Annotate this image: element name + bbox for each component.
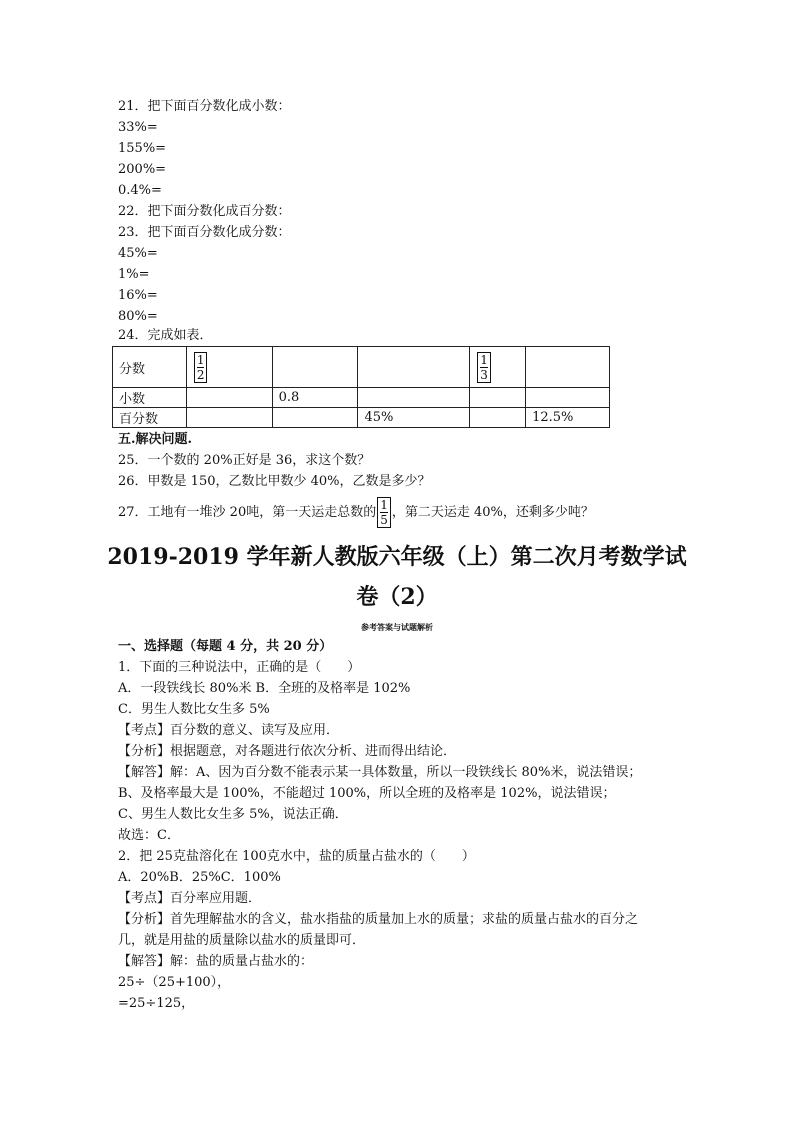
row-label-fraction: 分数 bbox=[113, 347, 187, 388]
q23-item-4: 80%= bbox=[118, 309, 158, 324]
question-25: 25．一个数的 20%正好是 36，求这个数？ bbox=[118, 453, 371, 468]
table-cell bbox=[272, 347, 358, 388]
paper-title-line-1: 2019-2019 学年新人教版六年级（上）第二次月考数学试 bbox=[107, 544, 687, 570]
q21-item-4: 0.4%= bbox=[118, 183, 162, 198]
table-cell bbox=[186, 388, 272, 408]
table-cell bbox=[470, 347, 526, 388]
table-row bbox=[113, 388, 610, 408]
table-cell bbox=[186, 408, 272, 428]
table-cell: 45% bbox=[358, 408, 470, 428]
a2-step-1: 25÷（25+100）， bbox=[118, 975, 231, 990]
table-cell bbox=[526, 388, 610, 408]
a1-question: 1．下面的三种说法中，正确的是（ ） bbox=[118, 660, 361, 675]
a1-jieda-1: 【解答】解：A、因为百分数不能表示某一具体数量，所以一段铁线长 80%米，说法错误； bbox=[118, 765, 642, 780]
answers-heading: 参考答案与试题解析 bbox=[361, 622, 433, 632]
q23-item-3: 16%= bbox=[118, 288, 158, 303]
a2-kaodian: 【考点】百分率应用题． bbox=[118, 891, 262, 906]
q21-title: 21．把下面百分数化成小数： bbox=[118, 99, 291, 114]
table-cell bbox=[470, 388, 526, 408]
section-5-heading: 五.解决问题. bbox=[118, 432, 193, 447]
paper-title-line-2: 卷（2） bbox=[356, 584, 438, 610]
a2-step-2: =25÷125， bbox=[118, 996, 195, 1011]
q21-item-2: 155%= bbox=[118, 141, 167, 156]
row-label-decimal: 小数 bbox=[113, 388, 187, 408]
row-label-percent: 百分数 bbox=[113, 408, 187, 428]
table-cell bbox=[470, 408, 526, 428]
question-27 bbox=[118, 494, 594, 532]
a1-kaodian: 【考点】百分数的意义、读写及应用． bbox=[118, 723, 340, 738]
table-cell bbox=[272, 408, 358, 428]
a1-option-c: C．男生人数比女生多 5% bbox=[118, 702, 270, 717]
question-27-before: 27．工地有一堆沙 20吨，第一天运走总数的 bbox=[118, 505, 377, 520]
fraction-one-fifth: $\frac{1}{5}$ bbox=[377, 497, 391, 528]
table-cell bbox=[186, 347, 272, 388]
table-row bbox=[113, 408, 610, 428]
q24-title: 24．完成如表． bbox=[118, 328, 213, 343]
question-27-after: ，第二天运走 40%，还剩多少吨？ bbox=[391, 505, 594, 520]
q21-item-3: 200%= bbox=[118, 162, 167, 177]
a1-choice: 故选：C． bbox=[118, 828, 180, 843]
q23-item-1: 45%= bbox=[118, 246, 158, 261]
question-26: 26．甲数是 150，乙数比甲数少 40%，乙数是多少？ bbox=[118, 474, 431, 489]
table-row bbox=[113, 347, 610, 388]
a1-options-ab: A．一段铁线长 80%米 B．全班的及格率是 102% bbox=[118, 681, 411, 696]
q23-title: 23．把下面百分数化成分数： bbox=[118, 225, 291, 240]
conversion-table bbox=[112, 346, 610, 428]
table-cell bbox=[358, 347, 470, 388]
q21-item-1: 33%= bbox=[118, 120, 158, 135]
a2-question: 2．把 25克盐溶化在 100克水中，盐的质量占盐水的（ ） bbox=[118, 849, 475, 864]
section-1-heading: 一、选择题（每题 4 分，共 20 分） bbox=[118, 639, 333, 654]
a2-options: A．20%B．25%C．100% bbox=[118, 870, 281, 885]
a1-jieda-2: B、及格率最大是 100%，不能超过 100%，所以全班的及格率是 102%，说法错误； bbox=[118, 786, 616, 801]
table-cell: 0.8 bbox=[272, 388, 358, 408]
q23-item-2: 1%= bbox=[118, 267, 150, 282]
table-cell bbox=[358, 388, 470, 408]
a1-jieda-3: C、男生人数比女生多 5%，说法正确． bbox=[118, 807, 348, 822]
table-cell bbox=[526, 347, 610, 388]
fraction-one-third: $\frac{1}{3}$ bbox=[477, 352, 491, 383]
q22-title: 22．把下面分数化成百分数： bbox=[118, 204, 291, 219]
fraction-one-half: $\frac{1}{2}$ bbox=[194, 352, 208, 383]
a2-fenxi-2: 几，就是用盐的质量除以盐水的质量即可． bbox=[118, 933, 366, 948]
a2-jieda: 【解答】解：盐的质量占盐水的： bbox=[118, 954, 314, 969]
a1-fenxi: 【分析】根据题意，对各题进行依次分析、进而得出结论． bbox=[118, 744, 457, 759]
a2-fenxi-1: 【分析】首先理解盐水的含义，盐水指盐的质量加上水的质量；求盐的质量占盐水的百分之 bbox=[118, 912, 639, 927]
table-cell: 12.5% bbox=[526, 408, 610, 428]
